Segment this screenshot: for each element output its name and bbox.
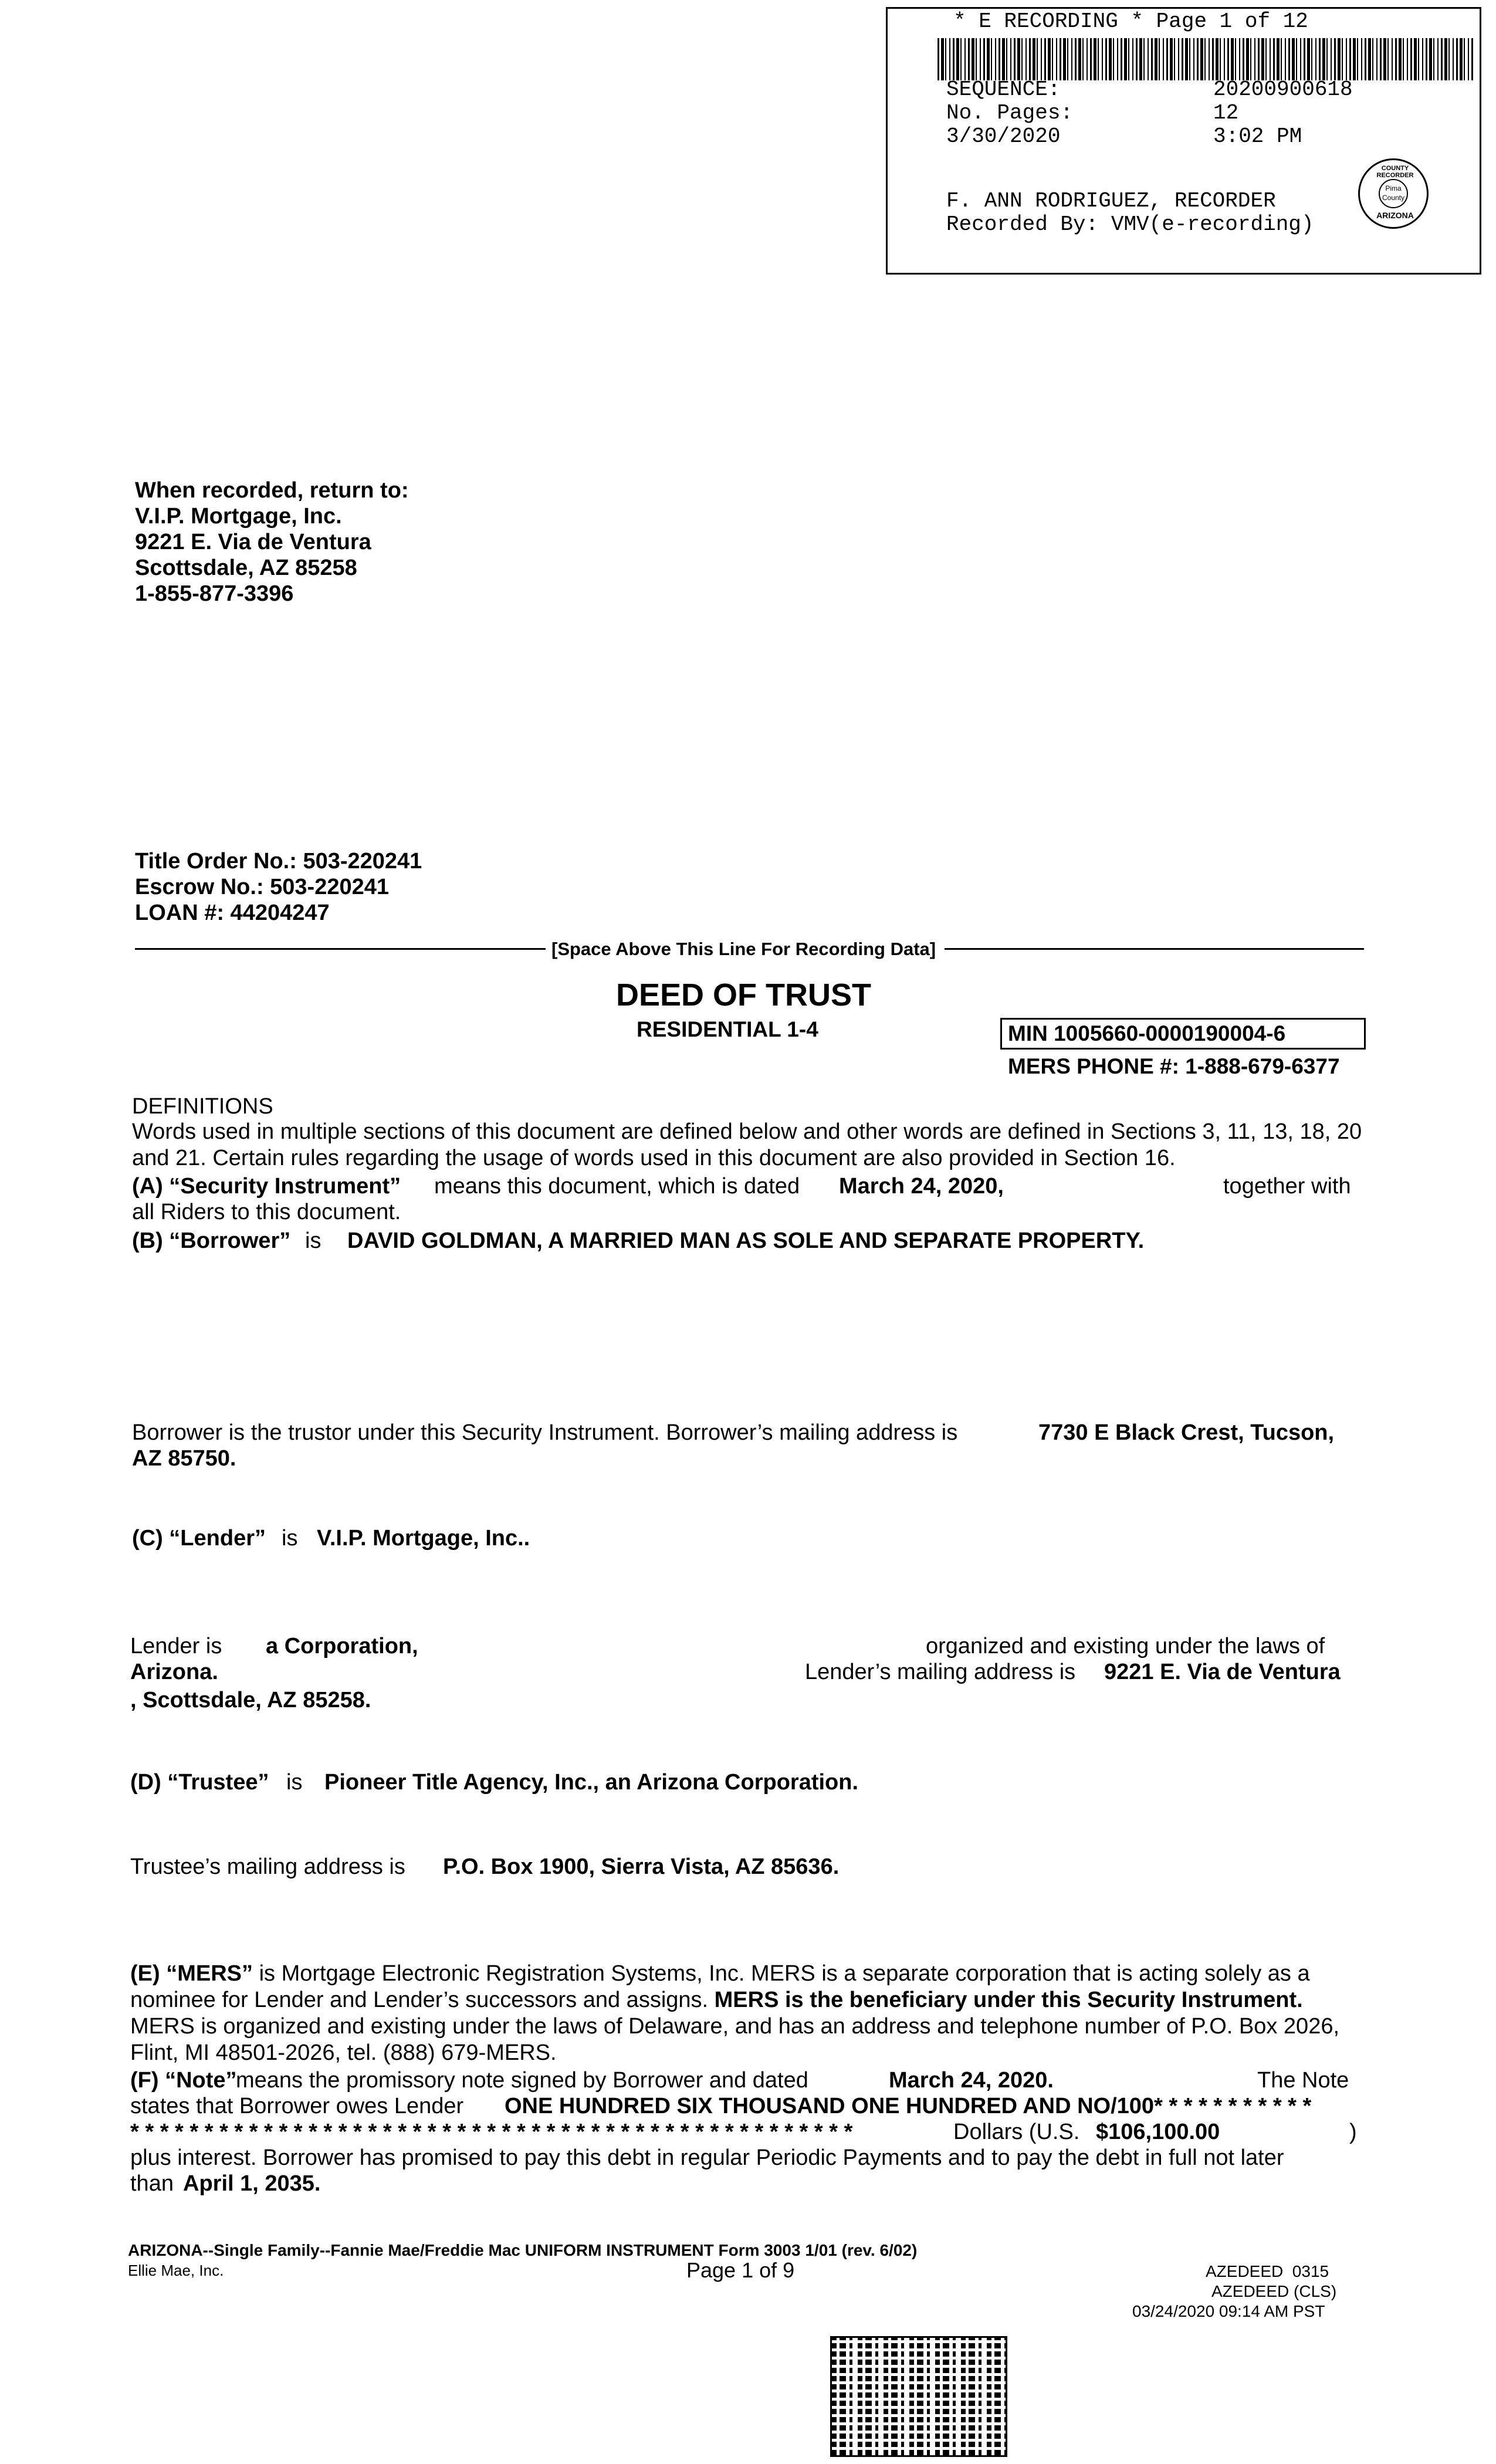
- borrower-address-text: Borrower is the trustor under this Security Instrument. Borrower’s mailing address is: [132, 1420, 958, 1445]
- footer-timestamp: 03/24/2020 09:14 AM PST: [1132, 2302, 1325, 2320]
- def-a-text: means this document, which is dated: [434, 1174, 800, 1199]
- note-maturity-date: April 1, 2035.: [183, 2171, 321, 2196]
- lender-name: V.I.P. Mortgage, Inc..: [317, 1526, 530, 1551]
- def-e-label: (E) “MERS”: [130, 1961, 253, 1986]
- def-f-label: (F) “Note”: [130, 2068, 237, 2093]
- def-a-label: (A) “Security Instrument”: [132, 1174, 401, 1199]
- borrower-address-line2: AZ 85750.: [132, 1446, 236, 1471]
- footer-form: ARIZONA--Single Family--Fannie Mae/Freddie Mac UNIFORM INSTRUMENT Form 3003 1/01 (rev. 6/02): [128, 2241, 918, 2259]
- trustee-address-text: Trustee’s mailing address is: [130, 1854, 405, 1879]
- document-subtitle: RESIDENTIAL 1-4: [637, 1017, 818, 1041]
- def-b-label: (B) “Borrower”: [132, 1228, 291, 1253]
- lender-state: Arizona.: [130, 1660, 218, 1684]
- trustee-address-value: P.O. Box 1900, Sierra Vista, AZ 85636.: [443, 1854, 840, 1879]
- mers-phone: MERS PHONE #: 1-888-679-6377: [1008, 1054, 1340, 1078]
- stamp-pages-value: 12: [1213, 101, 1239, 125]
- def-e-paragraph: [130, 1961, 1365, 2066]
- return-to-line3: Scottsdale, AZ 85258: [135, 556, 357, 580]
- def-f-text: means the promissory note signed by Borrower and dated: [236, 2068, 808, 2093]
- return-to-line2: 9221 E. Via de Ventura: [135, 530, 371, 554]
- space-rule-right: [945, 948, 1364, 950]
- stamp-time: 3:02 PM: [1213, 124, 1302, 148]
- def-f-than: than: [130, 2171, 174, 2196]
- note-stars-line: * * * * * * * * * * * * * * * * * * * * * * * * * * * * * * * * * * * * * * * * * * * * * * * * *: [130, 2120, 853, 2144]
- def-e-text1: is Mortgage Electronic Registration Systems, Inc. MERS is a separate corporation that is acting solely as a nominee for Lender and Lender’s successors and assigns.: [130, 1961, 1310, 2012]
- def-f-line2: states that Borrower owes Lender: [130, 2094, 464, 2118]
- def-b-is: is: [305, 1228, 321, 1253]
- escrow-number: Escrow No.: 503-220241: [135, 875, 390, 899]
- return-to-line1: V.I.P. Mortgage, Inc.: [135, 504, 342, 529]
- lender-is-text: Lender is: [130, 1634, 222, 1659]
- definitions-intro: Words used in multiple sections of this document are defined below and other words are defined in Sections 3, 11, 13, 18, 20 and 21. Certain rules regarding the usage of words used in this document are also provided in Section 16.: [132, 1119, 1362, 1170]
- def-d-is: is: [286, 1770, 303, 1795]
- note-date: March 24, 2020.: [889, 2068, 1054, 2093]
- def-f-tail: The Note: [1257, 2068, 1349, 2093]
- lender-type: a Corporation,: [266, 1634, 418, 1659]
- borrower-name: DAVID GOLDMAN, A MARRIED MAN AS SOLE AND SEPARATE PROPERTY.: [347, 1228, 1145, 1253]
- seal-center-text: Pima County: [1379, 179, 1408, 208]
- min-number: MIN 1005660-0000190004-6: [1000, 1018, 1366, 1050]
- def-f-line4: plus interest. Borrower has promised to pay this debt in regular Periodic Payments and to pay the debt in full not later: [130, 2145, 1284, 2170]
- stamp-date: 3/30/2020: [946, 124, 1061, 148]
- seal-top-text: COUNTY RECORDER: [1376, 165, 1414, 179]
- recording-stamp: [886, 7, 1481, 275]
- lender-address-line2: , Scottsdale, AZ 85258.: [130, 1688, 371, 1712]
- lender-address-line1: 9221 E. Via de Ventura: [1104, 1660, 1341, 1684]
- lender-mail-text: Lender’s mailing address is: [805, 1660, 1076, 1684]
- stamp-sequence-label: SEQUENCE:: [946, 77, 1061, 101]
- def-c-label: (C) “Lender”: [132, 1526, 266, 1551]
- return-to-line4: 1-855-877-3396: [135, 581, 294, 606]
- def-e-bold: MERS is the beneficiary under this Security Instrument.: [714, 1988, 1303, 2012]
- stamp-recorder: F. ANN RODRIGUEZ, RECORDER: [946, 189, 1276, 213]
- seal-bottom-text: ARIZONA: [1376, 211, 1414, 220]
- note-amount: $106,100.00: [1096, 2120, 1220, 2144]
- loan-number: LOAN #: 44204247: [135, 901, 330, 925]
- footer-code1: AZEDEED 0315: [1206, 2262, 1329, 2280]
- return-to-heading: When recorded, return to:: [135, 478, 409, 503]
- footer-vendor: Ellie Mae, Inc.: [128, 2262, 224, 2279]
- def-a-tail: together with: [1223, 1174, 1351, 1199]
- 2d-barcode-image: [832, 2338, 1006, 2455]
- space-rule-left: [135, 948, 546, 950]
- stamp-header: * E RECORDING * Page 1 of 12: [953, 9, 1308, 33]
- def-f-dollars: Dollars (U.S.: [953, 2120, 1080, 2144]
- page-number: Page 1 of 9: [686, 2258, 795, 2282]
- space-above-label: [Space Above This Line For Recording Data]: [551, 939, 936, 959]
- def-a-date: March 24, 2020,: [839, 1174, 1004, 1199]
- document-title: DEED OF TRUST: [616, 977, 872, 1013]
- county-seal: [1358, 158, 1429, 229]
- barcode-image: [937, 38, 1474, 80]
- trustee-name: Pioneer Title Agency, Inc., an Arizona Corporation.: [324, 1770, 859, 1795]
- def-a-line2: all Riders to this document.: [132, 1200, 401, 1224]
- borrower-address-line1: 7730 E Black Crest, Tucson,: [1038, 1420, 1335, 1445]
- footer-code2: AZEDEED (CLS): [1211, 2282, 1337, 2300]
- title-order-number: Title Order No.: 503-220241: [135, 849, 422, 874]
- stamp-sequence-value: 20200900618: [1213, 77, 1353, 101]
- lender-org-text: organized and existing under the laws of: [926, 1634, 1325, 1659]
- note-amount-words: ONE HUNDRED SIX THOUSAND ONE HUNDRED AND NO/100* * * * * * * * * * *: [505, 2094, 1312, 2118]
- def-c-is: is: [282, 1526, 298, 1551]
- def-d-label: (D) “Trustee”: [130, 1770, 269, 1795]
- def-f-paren: ): [1349, 2120, 1357, 2144]
- definitions-heading: DEFINITIONS: [132, 1094, 273, 1119]
- stamp-recorded-by: Recorded By: VMV(e-recording): [946, 212, 1314, 236]
- def-e-text2: MERS is organized and existing under the laws of Delaware, and has an address and telephone number of P.O. Box 2026, Flint, MI 48501-2026, tel. (888) 679-MERS.: [130, 2014, 1340, 2065]
- stamp-pages-label: No. Pages:: [946, 101, 1074, 125]
